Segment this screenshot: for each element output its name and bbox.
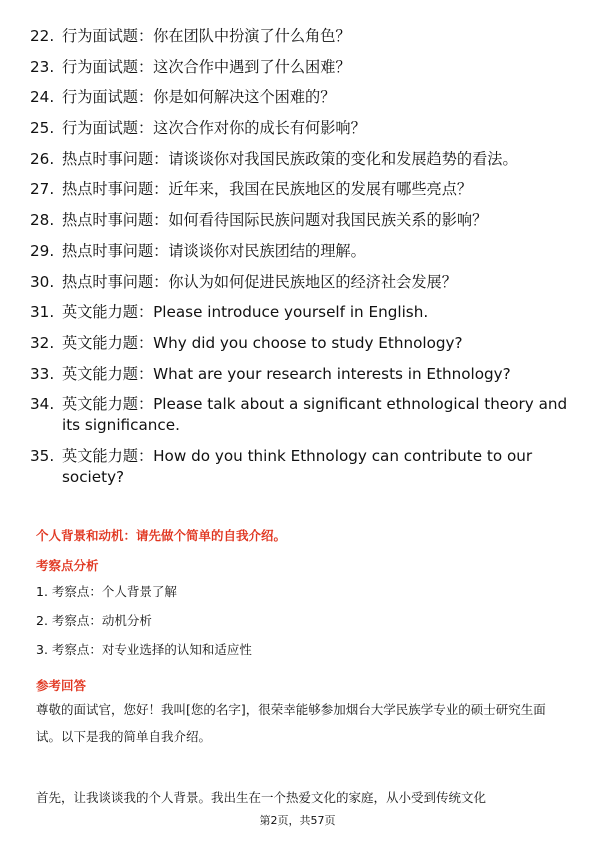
question-number: 25. — [30, 119, 55, 138]
question-text: 英文能力题：Please talk about a significant ethnological theory and its significance. — [62, 395, 568, 435]
list-item — [30, 333, 570, 354]
list-item — [30, 210, 570, 231]
question-number: 27. — [30, 180, 55, 199]
list-item — [30, 394, 570, 436]
list-item — [30, 87, 570, 108]
analysis-title: 考察点分析 — [36, 558, 99, 573]
question-number: 29. — [30, 241, 55, 260]
list-item — [30, 272, 570, 293]
question-text: 英文能力题：Please introduce yourself in English. — [62, 303, 429, 322]
question-list — [30, 26, 570, 498]
list-item — [30, 179, 570, 200]
question-text: 行为面试题：这次合作对你的成长有何影响？ — [62, 119, 366, 138]
question-number: 33. — [30, 364, 55, 383]
question-text: 英文能力题：How do you think Ethnology can contribute to our society? — [62, 446, 533, 486]
list-item — [30, 118, 570, 139]
question-text: 英文能力题：What are your research interests in Ethnology? — [62, 364, 511, 383]
question-text: 热点时事问题：请谈谈你对民族团结的理解。 — [62, 241, 366, 260]
question-number: 23. — [30, 57, 55, 76]
question-number: 22. — [30, 27, 55, 45]
question-text: 行为面试题：你在团队中扮演了什么角色？ — [62, 27, 351, 45]
analysis-point: 2. 考察点：动机分析 — [36, 613, 152, 628]
question-text: 热点时事问题：请谈谈你对我国民族政策的变化和发展趋势的看法。 — [62, 149, 518, 168]
list-item — [30, 302, 570, 323]
question-number: 34. — [30, 395, 55, 414]
analysis-point: 3. 考察点：对专业选择的认知和适应性 — [36, 642, 252, 657]
question-number: 28. — [30, 211, 55, 230]
question-number: 31. — [30, 303, 55, 322]
answer-title: 参考回答 — [36, 678, 87, 693]
question-text: 热点时事问题：你认为如何促进民族地区的经济社会发展？ — [62, 272, 457, 291]
list-item — [30, 446, 570, 488]
question-heading: 个人背景和动机：请先做个简单的自我介绍。 — [36, 528, 287, 543]
analysis-point: 1. 考察点：个人背景了解 — [36, 584, 177, 599]
list-item — [30, 241, 570, 262]
list-item — [30, 57, 570, 78]
question-text: 热点时事问题：如何看待国际民族问题对我国民族关系的影响？ — [62, 211, 488, 230]
question-text: 英文能力题：Why did you choose to study Ethnology? — [62, 333, 463, 352]
question-text: 行为面试题：这次合作中遇到了什么困难？ — [62, 57, 351, 76]
question-number: 30. — [30, 272, 55, 291]
question-text: 热点时事问题：近年来，我国在民族地区的发展有哪些亮点？ — [62, 180, 473, 199]
answer-paragraph: 尊敬的面试官，您好！我叫[您的名字]，很荣幸能够参加烟台大学民族学专业的硕士研究生面试。以下是我的简单自我介绍。 — [36, 702, 546, 744]
question-text: 行为面试题：你是如何解决这个困难的？ — [62, 88, 336, 107]
page-footer: 第2页，共57页 — [259, 814, 336, 827]
list-item — [30, 364, 570, 385]
answer-paragraph: 首先，让我谈谈我的个人背景。我出生在一个热爱文化的家庭，从小受到传统文化 — [36, 790, 487, 805]
question-number: 24. — [30, 88, 55, 107]
question-number: 32. — [30, 333, 55, 352]
list-item — [30, 26, 570, 47]
list-item — [30, 149, 570, 170]
question-number: 35. — [30, 446, 55, 465]
question-number: 26. — [30, 149, 55, 168]
